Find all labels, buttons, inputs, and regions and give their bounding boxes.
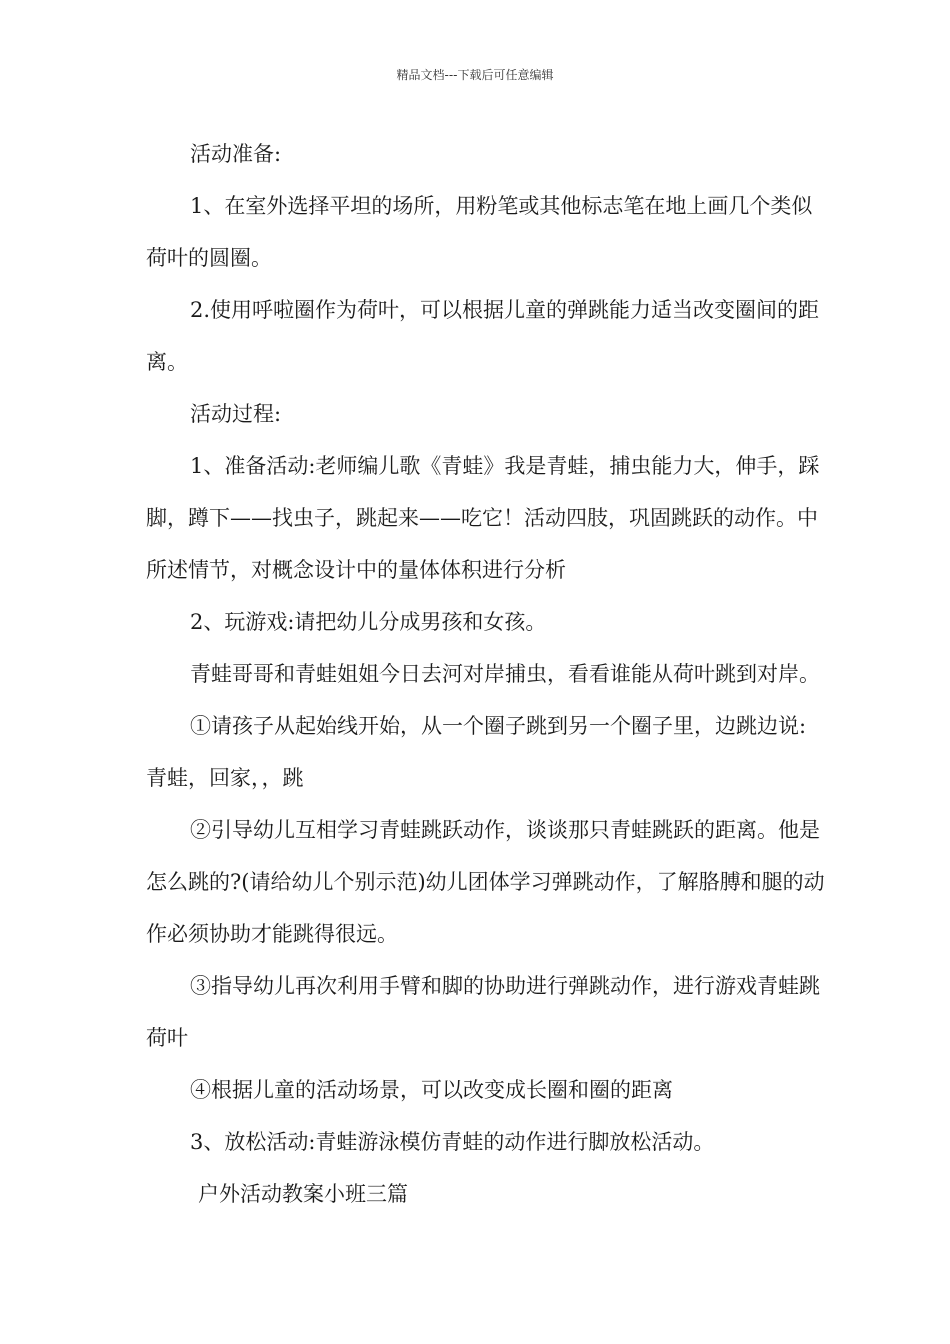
paragraph-process-3: 3、放松活动:青蛙游泳模仿青蛙的动作进行脚放松活动。 [190, 1130, 715, 1154]
section-heading-process: 活动过程: [190, 402, 282, 426]
next-section-title: 户外活动教案小班三篇 [198, 1182, 408, 1206]
paragraph-process-2: 2、玩游戏:请把幼儿分成男孩和女孩。 [190, 610, 547, 634]
paragraph-step-3: ③指导幼儿再次利用手臂和脚的协助进行弹跳动作，进行游戏青蛙跳荷叶 [146, 974, 820, 1050]
section-heading-preparation: 活动准备: [190, 142, 282, 166]
paragraph-process-1: 1、准备活动:老师编儿歌《青蛙》我是青蛙，捕虫能力大，伸手，踩脚，蹲下——找虫子，跳起来——吃它！活动四肢，巩固跳跃的动作。中所述情节，对概念设计中的量体体积进行分析 [146, 454, 820, 582]
page-header: 精品文档---下载后可任意编辑 [396, 68, 554, 82]
paragraph-step-2: ②引导幼儿互相学习青蛙跳跃动作，谈谈那只青蛙跳跃的距离。他是怎么跳的?(请给幼儿个别示范)幼儿团体学习弹跳动作，了解胳膊和腿的动作必须协助才能跳得很远。 [146, 818, 825, 946]
paragraph-preparation-1: 1、在室外选择平坦的场所，用粉笔或其他标志笔在地上画几个类似荷叶的圆圈。 [146, 194, 813, 270]
paragraph-step-1: ①请孩子从起始线开始，从一个圈子跳到另一个圈子里，边跳边说:青蛙，回家，，跳 [146, 714, 807, 790]
paragraph-preparation-2: 2.使用呼啦圈作为荷叶，可以根据儿童的弹跳能力适当改变圈间的距离。 [146, 298, 820, 374]
document-body [146, 128, 826, 1220]
paragraph-step-4: ④根据儿童的活动场景，可以改变成长圈和圈的距离 [190, 1078, 673, 1102]
paragraph-story: 青蛙哥哥和青蛙姐姐今日去河对岸捕虫，看看谁能从荷叶跳到对岸。 [190, 662, 820, 686]
